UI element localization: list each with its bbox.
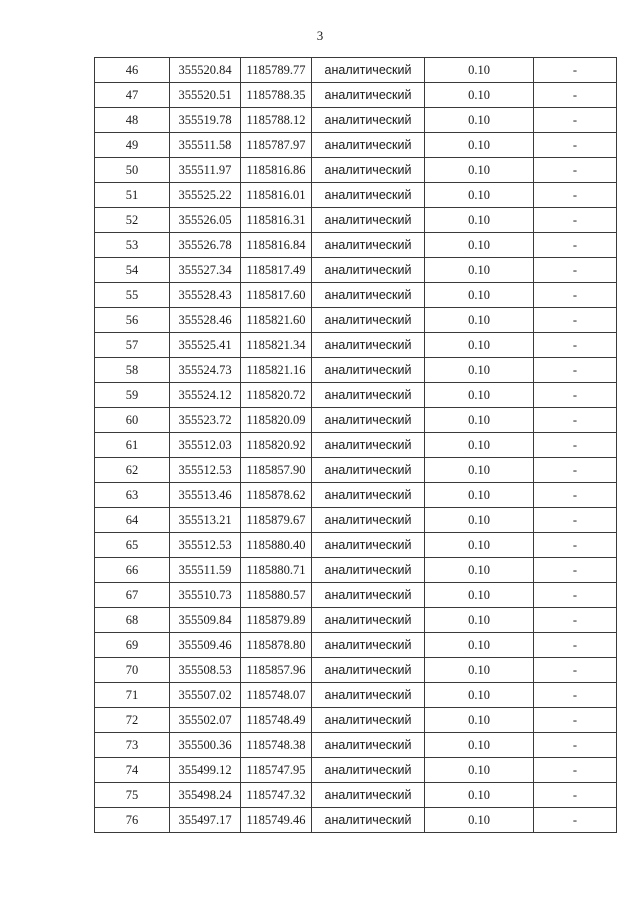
point-number-cell: 50 [95,158,170,183]
note-cell: - [534,108,617,133]
accuracy-cell: 0.10 [425,583,534,608]
method-cell: аналитический [312,433,425,458]
method-cell: аналитический [312,708,425,733]
note-cell: - [534,358,617,383]
note-cell: - [534,483,617,508]
point-number-cell: 55 [95,283,170,308]
point-number-cell: 76 [95,808,170,833]
method-cell: аналитический [312,408,425,433]
method-cell: аналитический [312,308,425,333]
method-cell: аналитический [312,58,425,83]
point-number-cell: 53 [95,233,170,258]
x-coordinate-cell: 355507.02 [170,683,241,708]
method-cell: аналитический [312,683,425,708]
y-coordinate-cell: 1185747.95 [241,758,312,783]
table-row [95,158,617,183]
table-row [95,708,617,733]
point-number-cell: 52 [95,208,170,233]
y-coordinate-cell: 1185820.72 [241,383,312,408]
note-cell: - [534,583,617,608]
table-row [95,733,617,758]
y-coordinate-cell: 1185857.90 [241,458,312,483]
table-row [95,408,617,433]
point-number-cell: 61 [95,433,170,458]
x-coordinate-cell: 355509.84 [170,608,241,633]
method-cell: аналитический [312,358,425,383]
point-number-cell: 57 [95,333,170,358]
note-cell: - [534,183,617,208]
y-coordinate-cell: 1185821.16 [241,358,312,383]
table-row [95,83,617,108]
x-coordinate-cell: 355526.78 [170,233,241,258]
note-cell: - [534,658,617,683]
table-row [95,233,617,258]
y-coordinate-cell: 1185878.62 [241,483,312,508]
y-coordinate-cell: 1185817.60 [241,283,312,308]
x-coordinate-cell: 355513.46 [170,483,241,508]
accuracy-cell: 0.10 [425,283,534,308]
y-coordinate-cell: 1185747.32 [241,783,312,808]
y-coordinate-cell: 1185749.46 [241,808,312,833]
point-number-cell: 73 [95,733,170,758]
x-coordinate-cell: 355512.53 [170,458,241,483]
accuracy-cell: 0.10 [425,258,534,283]
method-cell: аналитический [312,758,425,783]
method-cell: аналитический [312,108,425,133]
accuracy-cell: 0.10 [425,483,534,508]
method-cell: аналитический [312,183,425,208]
point-number-cell: 67 [95,583,170,608]
x-coordinate-cell: 355528.43 [170,283,241,308]
method-cell: аналитический [312,208,425,233]
table-row [95,558,617,583]
point-number-cell: 46 [95,58,170,83]
x-coordinate-cell: 355500.36 [170,733,241,758]
note-cell: - [534,458,617,483]
x-coordinate-cell: 355511.58 [170,133,241,158]
accuracy-cell: 0.10 [425,458,534,483]
note-cell: - [534,608,617,633]
y-coordinate-cell: 1185817.49 [241,258,312,283]
point-number-cell: 58 [95,358,170,383]
accuracy-cell: 0.10 [425,108,534,133]
note-cell: - [534,258,617,283]
accuracy-cell: 0.10 [425,558,534,583]
table-row [95,108,617,133]
method-cell: аналитический [312,383,425,408]
point-number-cell: 62 [95,458,170,483]
table-row [95,608,617,633]
method-cell: аналитический [312,533,425,558]
method-cell: аналитический [312,733,425,758]
accuracy-cell: 0.10 [425,208,534,233]
table-row [95,258,617,283]
y-coordinate-cell: 1185820.09 [241,408,312,433]
method-cell: аналитический [312,808,425,833]
note-cell: - [534,383,617,408]
page-number: 3 [316,28,324,43]
x-coordinate-cell: 355526.05 [170,208,241,233]
y-coordinate-cell: 1185880.57 [241,583,312,608]
note-cell: - [534,683,617,708]
table-row [95,483,617,508]
y-coordinate-cell: 1185880.71 [241,558,312,583]
table-row [95,433,617,458]
table-row [95,683,617,708]
x-coordinate-cell: 355525.22 [170,183,241,208]
note-cell: - [534,533,617,558]
accuracy-cell: 0.10 [425,608,534,633]
accuracy-cell: 0.10 [425,408,534,433]
table-row [95,758,617,783]
coordinates-table-body [95,58,617,833]
point-number-cell: 68 [95,608,170,633]
y-coordinate-cell: 1185787.97 [241,133,312,158]
table-row [95,583,617,608]
x-coordinate-cell: 355512.53 [170,533,241,558]
y-coordinate-cell: 1185788.35 [241,83,312,108]
y-coordinate-cell: 1185816.01 [241,183,312,208]
accuracy-cell: 0.10 [425,808,534,833]
x-coordinate-cell: 355524.73 [170,358,241,383]
x-coordinate-cell: 355510.73 [170,583,241,608]
point-number-cell: 70 [95,658,170,683]
method-cell: аналитический [312,608,425,633]
note-cell: - [534,283,617,308]
point-number-cell: 51 [95,183,170,208]
note-cell: - [534,708,617,733]
x-coordinate-cell: 355527.34 [170,258,241,283]
x-coordinate-cell: 355512.03 [170,433,241,458]
point-number-cell: 64 [95,508,170,533]
x-coordinate-cell: 355511.59 [170,558,241,583]
y-coordinate-cell: 1185879.89 [241,608,312,633]
y-coordinate-cell: 1185816.86 [241,158,312,183]
method-cell: аналитический [312,158,425,183]
note-cell: - [534,233,617,258]
method-cell: аналитический [312,783,425,808]
x-coordinate-cell: 355499.12 [170,758,241,783]
y-coordinate-cell: 1185857.96 [241,658,312,683]
accuracy-cell: 0.10 [425,158,534,183]
table-row [95,633,617,658]
method-cell: аналитический [312,483,425,508]
accuracy-cell: 0.10 [425,233,534,258]
accuracy-cell: 0.10 [425,133,534,158]
table-row [95,658,617,683]
table-row [95,533,617,558]
note-cell: - [534,83,617,108]
point-number-cell: 65 [95,533,170,558]
x-coordinate-cell: 355519.78 [170,108,241,133]
point-number-cell: 49 [95,133,170,158]
point-number-cell: 71 [95,683,170,708]
accuracy-cell: 0.10 [425,758,534,783]
point-number-cell: 56 [95,308,170,333]
y-coordinate-cell: 1185821.60 [241,308,312,333]
x-coordinate-cell: 355497.17 [170,808,241,833]
accuracy-cell: 0.10 [425,733,534,758]
x-coordinate-cell: 355498.24 [170,783,241,808]
method-cell: аналитический [312,83,425,108]
table-row [95,308,617,333]
note-cell: - [534,508,617,533]
note-cell: - [534,558,617,583]
table-row [95,358,617,383]
y-coordinate-cell: 1185820.92 [241,433,312,458]
x-coordinate-cell: 355525.41 [170,333,241,358]
point-number-cell: 47 [95,83,170,108]
note-cell: - [534,758,617,783]
point-number-cell: 48 [95,108,170,133]
table-row [95,458,617,483]
accuracy-cell: 0.10 [425,658,534,683]
method-cell: аналитический [312,583,425,608]
note-cell: - [534,408,617,433]
accuracy-cell: 0.10 [425,683,534,708]
table-row [95,808,617,833]
y-coordinate-cell: 1185789.77 [241,58,312,83]
point-number-cell: 54 [95,258,170,283]
table-row [95,283,617,308]
accuracy-cell: 0.10 [425,533,534,558]
x-coordinate-cell: 355524.12 [170,383,241,408]
x-coordinate-cell: 355520.84 [170,58,241,83]
point-number-cell: 69 [95,633,170,658]
note-cell: - [534,333,617,358]
note-cell: - [534,433,617,458]
accuracy-cell: 0.10 [425,783,534,808]
y-coordinate-cell: 1185748.38 [241,733,312,758]
table-row [95,333,617,358]
table-row [95,183,617,208]
table-row [95,508,617,533]
note-cell: - [534,733,617,758]
accuracy-cell: 0.10 [425,83,534,108]
accuracy-cell: 0.10 [425,383,534,408]
table-row [95,133,617,158]
coordinates-table [94,57,617,833]
method-cell: аналитический [312,558,425,583]
y-coordinate-cell: 1185816.31 [241,208,312,233]
y-coordinate-cell: 1185879.67 [241,508,312,533]
table-row [95,58,617,83]
y-coordinate-cell: 1185880.40 [241,533,312,558]
method-cell: аналитический [312,133,425,158]
point-number-cell: 59 [95,383,170,408]
method-cell: аналитический [312,458,425,483]
accuracy-cell: 0.10 [425,633,534,658]
table-row [95,383,617,408]
accuracy-cell: 0.10 [425,183,534,208]
accuracy-cell: 0.10 [425,58,534,83]
note-cell: - [534,133,617,158]
method-cell: аналитический [312,508,425,533]
accuracy-cell: 0.10 [425,333,534,358]
note-cell: - [534,633,617,658]
x-coordinate-cell: 355528.46 [170,308,241,333]
accuracy-cell: 0.10 [425,433,534,458]
note-cell: - [534,808,617,833]
point-number-cell: 75 [95,783,170,808]
accuracy-cell: 0.10 [425,708,534,733]
accuracy-cell: 0.10 [425,308,534,333]
y-coordinate-cell: 1185788.12 [241,108,312,133]
x-coordinate-cell: 355511.97 [170,158,241,183]
y-coordinate-cell: 1185878.80 [241,633,312,658]
table-row [95,783,617,808]
note-cell: - [534,308,617,333]
x-coordinate-cell: 355523.72 [170,408,241,433]
point-number-cell: 63 [95,483,170,508]
y-coordinate-cell: 1185748.07 [241,683,312,708]
accuracy-cell: 0.10 [425,508,534,533]
x-coordinate-cell: 355508.53 [170,658,241,683]
note-cell: - [534,783,617,808]
method-cell: аналитический [312,333,425,358]
point-number-cell: 74 [95,758,170,783]
note-cell: - [534,208,617,233]
table-row [95,208,617,233]
x-coordinate-cell: 355520.51 [170,83,241,108]
y-coordinate-cell: 1185748.49 [241,708,312,733]
note-cell: - [534,158,617,183]
x-coordinate-cell: 355509.46 [170,633,241,658]
method-cell: аналитический [312,233,425,258]
y-coordinate-cell: 1185816.84 [241,233,312,258]
point-number-cell: 72 [95,708,170,733]
x-coordinate-cell: 355513.21 [170,508,241,533]
method-cell: аналитический [312,633,425,658]
x-coordinate-cell: 355502.07 [170,708,241,733]
accuracy-cell: 0.10 [425,358,534,383]
y-coordinate-cell: 1185821.34 [241,333,312,358]
note-cell: - [534,58,617,83]
method-cell: аналитический [312,283,425,308]
point-number-cell: 60 [95,408,170,433]
method-cell: аналитический [312,658,425,683]
point-number-cell: 66 [95,558,170,583]
method-cell: аналитический [312,258,425,283]
